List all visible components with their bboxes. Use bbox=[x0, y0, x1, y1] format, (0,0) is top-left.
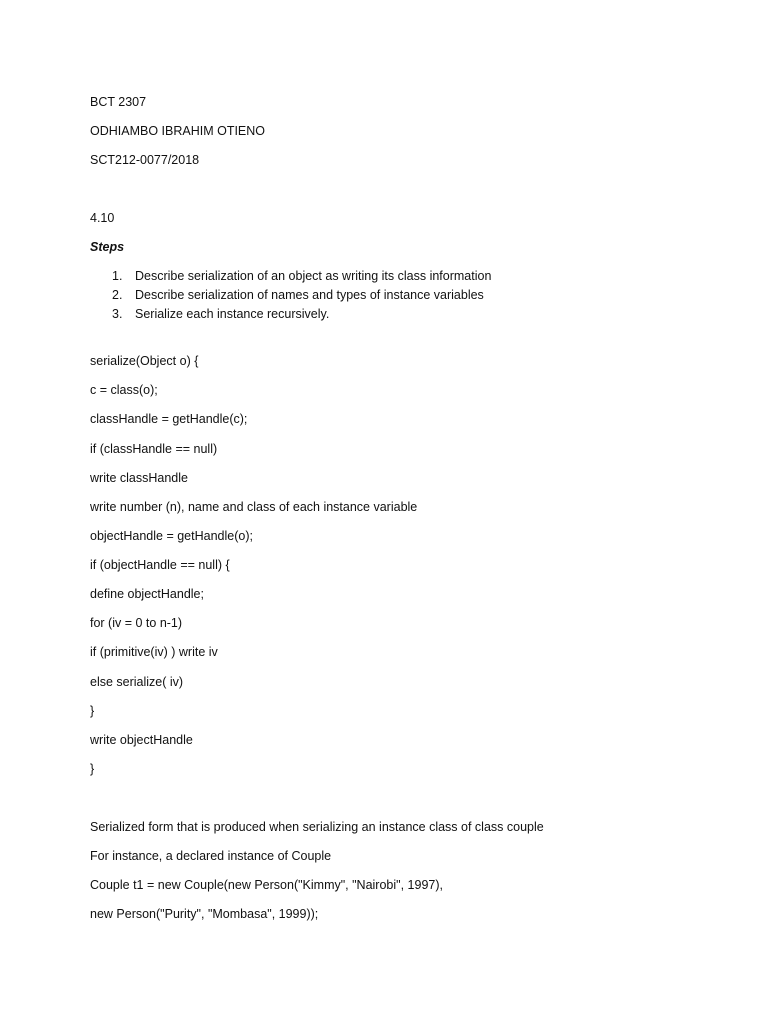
paragraph-line: Couple t1 = new Couple(new Person("Kimmy", "Nairobi", 1997), bbox=[90, 878, 443, 892]
list-item-text: Describe serialization of an object as writing its class information bbox=[135, 269, 492, 283]
section-number: 4.10 bbox=[90, 211, 115, 225]
list-item-number: 1. bbox=[112, 269, 123, 283]
code-line: } bbox=[90, 704, 95, 718]
code-line: else serialize( iv) bbox=[90, 675, 184, 689]
code-line: for (iv = 0 to n-1) bbox=[90, 616, 183, 630]
code-line: serialize(Object o) { bbox=[90, 354, 199, 368]
code-line: if (objectHandle == null) { bbox=[90, 558, 230, 572]
code-line: write classHandle bbox=[90, 471, 188, 485]
course-code: BCT 2307 bbox=[90, 95, 147, 109]
list-item-number: 3. bbox=[112, 307, 123, 321]
list-item-number: 2. bbox=[112, 288, 123, 302]
list-item-text: Serialize each instance recursively. bbox=[135, 307, 330, 321]
paragraph-line: new Person("Purity", "Mombasa", 1999)); bbox=[90, 907, 319, 921]
code-line: classHandle = getHandle(c); bbox=[90, 412, 248, 426]
code-line: if (primitive(iv) ) write iv bbox=[90, 645, 218, 659]
registration-number: SCT212-0077/2018 bbox=[90, 153, 200, 167]
code-line: write number (n), name and class of each instance variable bbox=[90, 500, 418, 514]
code-line: c = class(o); bbox=[90, 383, 158, 397]
steps-heading: Steps bbox=[90, 240, 125, 254]
code-line: if (classHandle == null) bbox=[90, 442, 218, 456]
student-name: ODHIAMBO IBRAHIM OTIENO bbox=[90, 124, 266, 138]
code-line: define objectHandle; bbox=[90, 587, 204, 601]
list-item-text: Describe serialization of names and types of instance variables bbox=[135, 288, 484, 302]
paragraph-line: Serialized form that is produced when serializing an instance class of class couple bbox=[90, 820, 544, 834]
code-line: objectHandle = getHandle(o); bbox=[90, 529, 253, 543]
paragraph-line: For instance, a declared instance of Couple bbox=[90, 849, 332, 863]
code-line: write objectHandle bbox=[90, 733, 193, 747]
code-line: } bbox=[90, 762, 95, 776]
